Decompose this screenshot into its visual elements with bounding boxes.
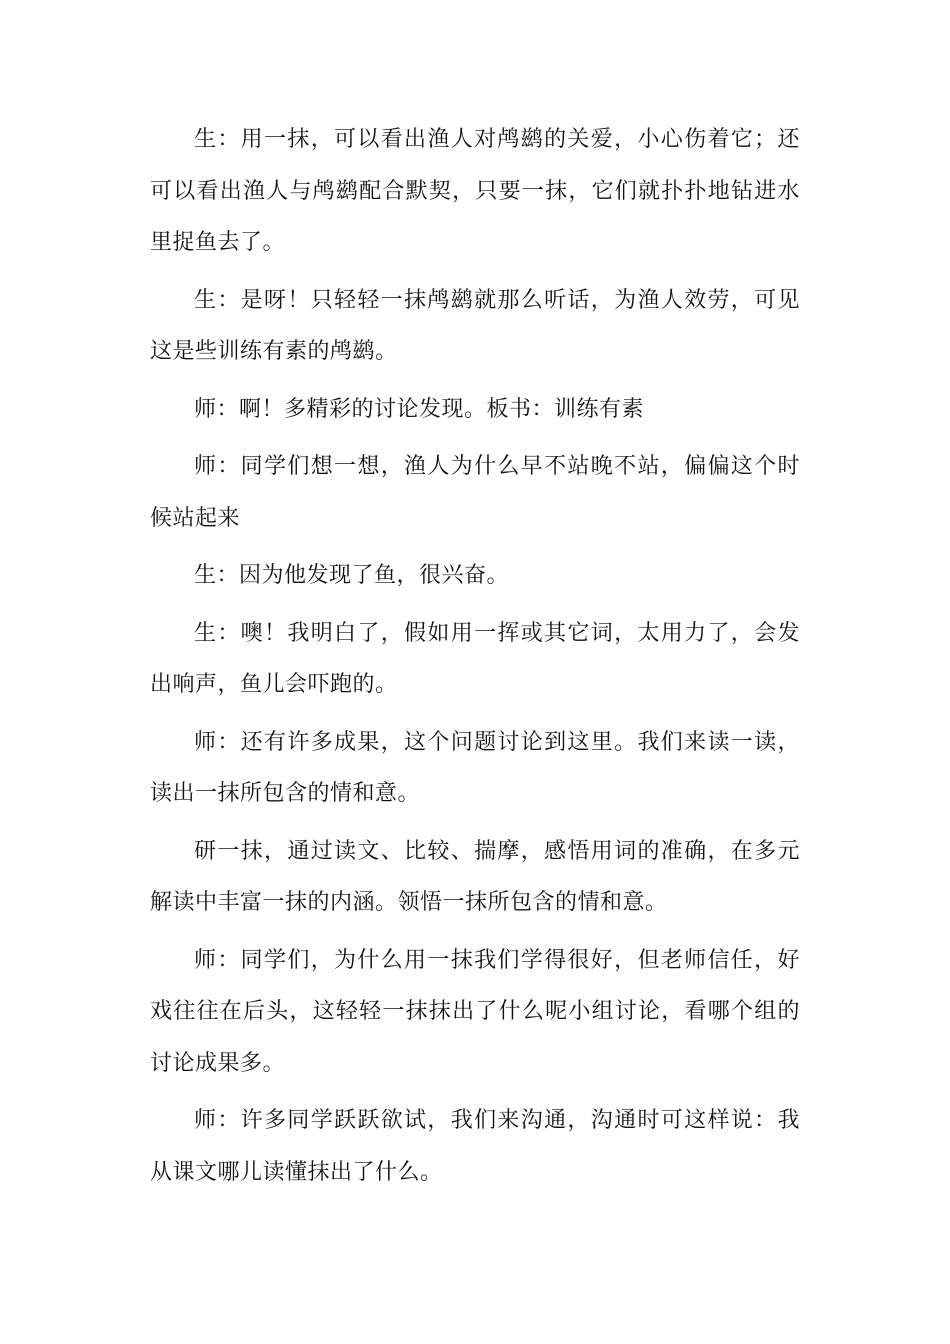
paragraph: 生：因为他发现了鱼，很兴奋。 <box>194 563 510 588</box>
paragraph: 师：还有许多成果，这个问题讨论到这里。我们来读一读，读出一抹所包含的情和意。 <box>150 729 800 806</box>
paragraph: 师：啊！多精彩的讨论发现。板书：训练有素 <box>194 396 645 422</box>
paragraph: 研一抹，通过读文、比较、揣摩，感悟用词的准确，在多元解读中丰富一抹的内涵。领悟一抹所包含的情和意。 <box>150 838 800 915</box>
paragraph: 师：许多同学跃跃欲试，我们来沟通，沟通时可这样说：我从课文哪儿读懂抹出了什么。 <box>150 1108 800 1185</box>
document-page <box>150 114 800 1204</box>
paragraph: 生：噢！我明白了，假如用一挥或其它词，太用力了，会发出响声，鱼儿会吓跑的。 <box>150 620 800 697</box>
paragraph: 师：同学们想一想，渔人为什么早不站晚不站，偏偏这个时候站起来 <box>150 454 800 531</box>
paragraph: 生：是呀！只轻轻一抹鸬鹚就那么听话，为渔人效劳，可见这是些训练有素的鸬鹚。 <box>150 287 800 364</box>
paragraph: 生：用一抹，可以看出渔人对鸬鹚的关爱，小心伤着它；还可以看出渔人与鸬鹚配合默契，只要一抹，它们就扑扑地钻进水里捉鱼去了。 <box>150 127 800 255</box>
paragraph: 师：同学们，为什么用一抹我们学得很好，但老师信任，好戏往往在后头，这轻轻一抹抹出了什么呢小组讨论，看哪个组的讨论成果多。 <box>150 947 800 1076</box>
